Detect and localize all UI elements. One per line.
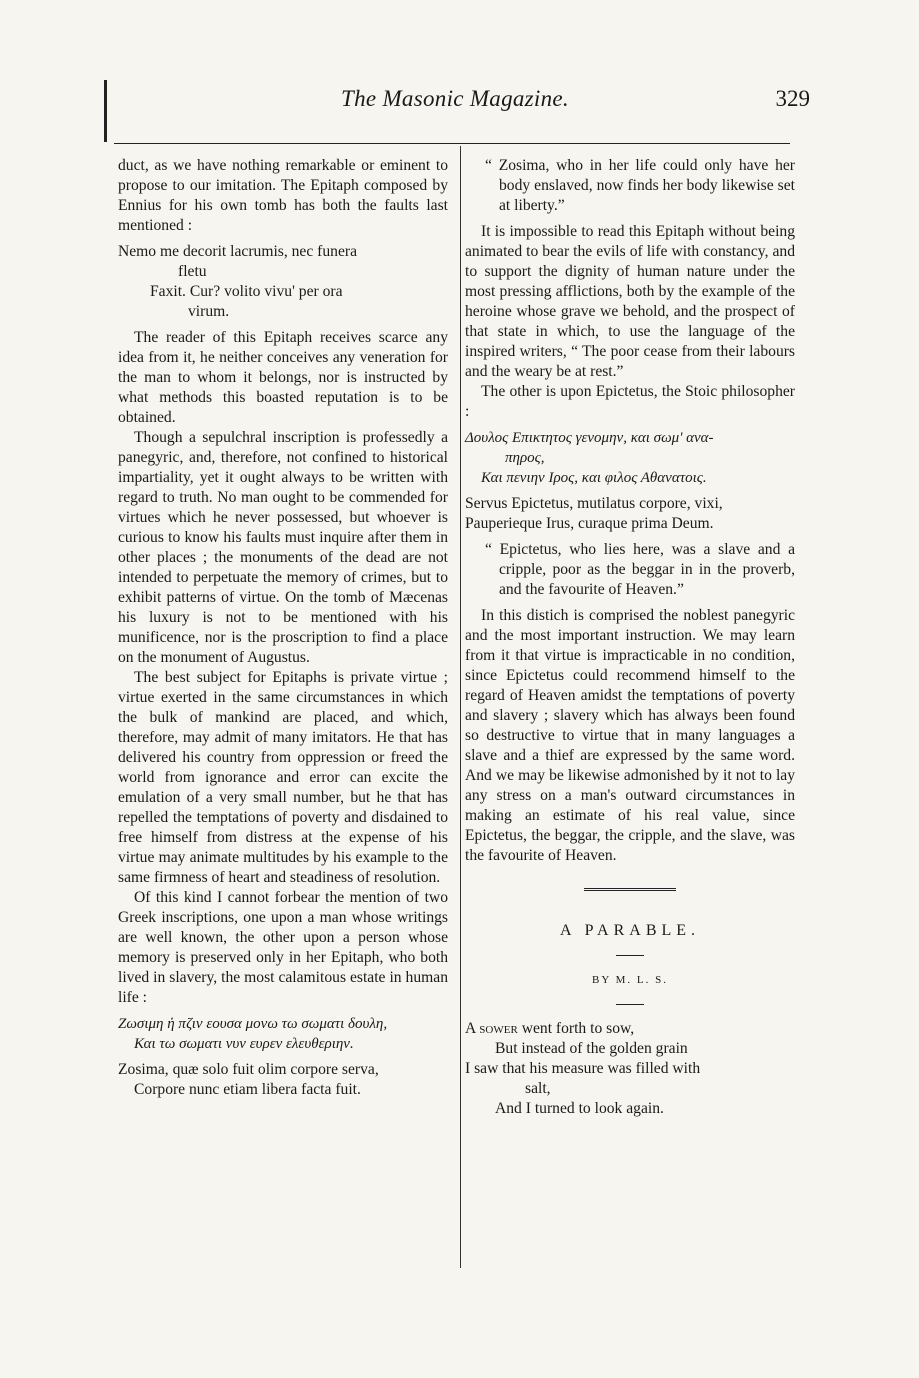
left-column <box>118 156 448 1106</box>
verse-line: Zosima, quæ solo fuit olim corpore serva, <box>118 1061 379 1078</box>
poem-first-word: A sower <box>465 1020 518 1037</box>
verse-line: Faxit. Cur? volito vivu' per ora <box>150 283 343 300</box>
quotation: “ Zosima, who in her life could only have her body enslaved, now finds her body likewise set at liberty.” <box>485 157 795 214</box>
poem-line <box>465 1019 795 1039</box>
paragraph: The best subject for Epitaphs is private virtue ; virtue exerted in the same circumstances in which the bulk of mankind are placed, and which, therefore, may admit of many imitators. He that has delivered his country from oppression or freed the world from ignorance and error can excite the emulation of a very small number, but he that has repelled the temptations of poverty and disdained to free himself from distress at the expense of his virtue may animate multitudes by his example to the same firmness of heart and steadiness of resolution. <box>118 669 448 886</box>
greek-verse <box>465 428 795 488</box>
poem-line: But instead of the golden grain <box>495 1040 688 1057</box>
verse-line: Και πενιην Ιρος, και φιλος Αθανατοις. <box>481 470 707 486</box>
paragraph: The other is upon Epictetus, the Stoic philosopher : <box>465 383 795 420</box>
verse-line: fletu <box>178 263 207 280</box>
paragraph: Though a sepulchral inscription is professedly a panegyric, and, therefore, not confined to historical impartiality, yet it ought always to be written with regard to truth. No man ought to be commended for virtues which he never possessed, but whoever is curious to know his faults must inquire after them in other places ; the monuments of the dead are not intended to perpetuate the memory of crimes, but to exhibit patterns of virtue. On the tomb of Mæcenas his luxury is not to be mentioned with his munificence, nor is the proscription to find a place on the monument of Augustus. <box>118 429 448 666</box>
greek-verse <box>118 1014 448 1054</box>
paragraph: duct, as we have nothing remarkable or eminent to propose to our imitation. The Epitaph composed by Ennius for his own tomb has both the faults last mentioned : <box>118 157 448 234</box>
paragraph: In this distich is comprised the noblest panegyric and the most important instruction. We may learn from it that virtue is impracticable in no condition, since Epictetus could recommend himself to the regard of Heaven amidst the temptations of poverty and slavery ; slavery which has always been found so destructive to virtue that in many languages a slave and a thief are expressed by the same word. And we may be likewise admonished by it not to lay any stress on a man's outward circumstances in making an estimate of his real value, since Epictetus, the beggar, the cripple, and the slave, was the favourite of Heaven. <box>465 607 795 864</box>
latin-verse <box>465 494 795 534</box>
running-title: The Masonic Magazine. <box>341 86 569 111</box>
page-header <box>110 86 810 116</box>
latin-verse <box>118 242 448 322</box>
verse-line: Servus Epictetus, mutilatus corpore, vixi, <box>465 495 723 512</box>
decorative-rule <box>584 888 676 893</box>
paragraph: It is impossible to read this Epitaph without being animated to bear the evils of life with constancy, and to support the dignity of human nature under the most pressing afflictions, both by the example of the heroine whose grave we behold, and the prospect of that state in which, to use the language of the inspired writers, “ The poor cease from their labours and the weary be at rest.” <box>465 223 795 380</box>
header-rule <box>114 143 790 144</box>
margin-rule <box>104 80 107 142</box>
right-column <box>465 156 795 1119</box>
verse-line: Nemo me decorit lacrumis, nec funera <box>118 243 358 260</box>
page-number: 329 <box>775 86 810 111</box>
verse-line: virum. <box>188 303 230 320</box>
byline: BY M. L. S. <box>592 974 668 986</box>
poem <box>465 1019 795 1119</box>
verse-line: πηρος, <box>505 450 545 466</box>
verse-line: Ζωσιμη ἡ πζιν εουσα μονω τω σωματι δουλη, <box>118 1016 388 1032</box>
verse-line: Και τω σωματι νυν ευρεν ελευθεριην. <box>134 1036 354 1052</box>
short-rule <box>616 955 644 956</box>
column-divider <box>460 146 461 1268</box>
short-rule <box>616 1004 644 1005</box>
paragraph: Of this kind I cannot forbear the mention of two Greek inscriptions, one upon a man whose writings are well known, the other upon a person whose memory is preserved only in her Epitaph, who both lived in slavery, the most calamitous estate in human life : <box>118 889 448 1006</box>
verse-line: Pauperieque Irus, curaque prima Deum. <box>465 515 714 532</box>
poem-line: I saw that his measure was filled with <box>465 1060 701 1077</box>
quotation: “ Epictetus, who lies here, was a slave and a cripple, poor as the beggar in in the proverb, and the favourite of Heaven.” <box>485 541 795 598</box>
section-title: A PARABLE. <box>559 922 701 939</box>
latin-verse <box>118 1060 448 1100</box>
paragraph: The reader of this Epitaph receives scarce any idea from it, he neither conceives any veneration for the man to whom it belongs, nor is instructed by what methods this boasted reputation is to be obtained. <box>118 329 448 426</box>
verse-line: Δουλος Επικτητος γενομην, και σωμ' ανα- <box>465 430 714 446</box>
poem-line-rest: went forth to sow, <box>517 1020 635 1037</box>
poem-line: And I turned to look again. <box>495 1100 664 1117</box>
poem-line: salt, <box>525 1080 551 1097</box>
verse-line: Corpore nunc etiam libera facta fuit. <box>134 1081 361 1098</box>
